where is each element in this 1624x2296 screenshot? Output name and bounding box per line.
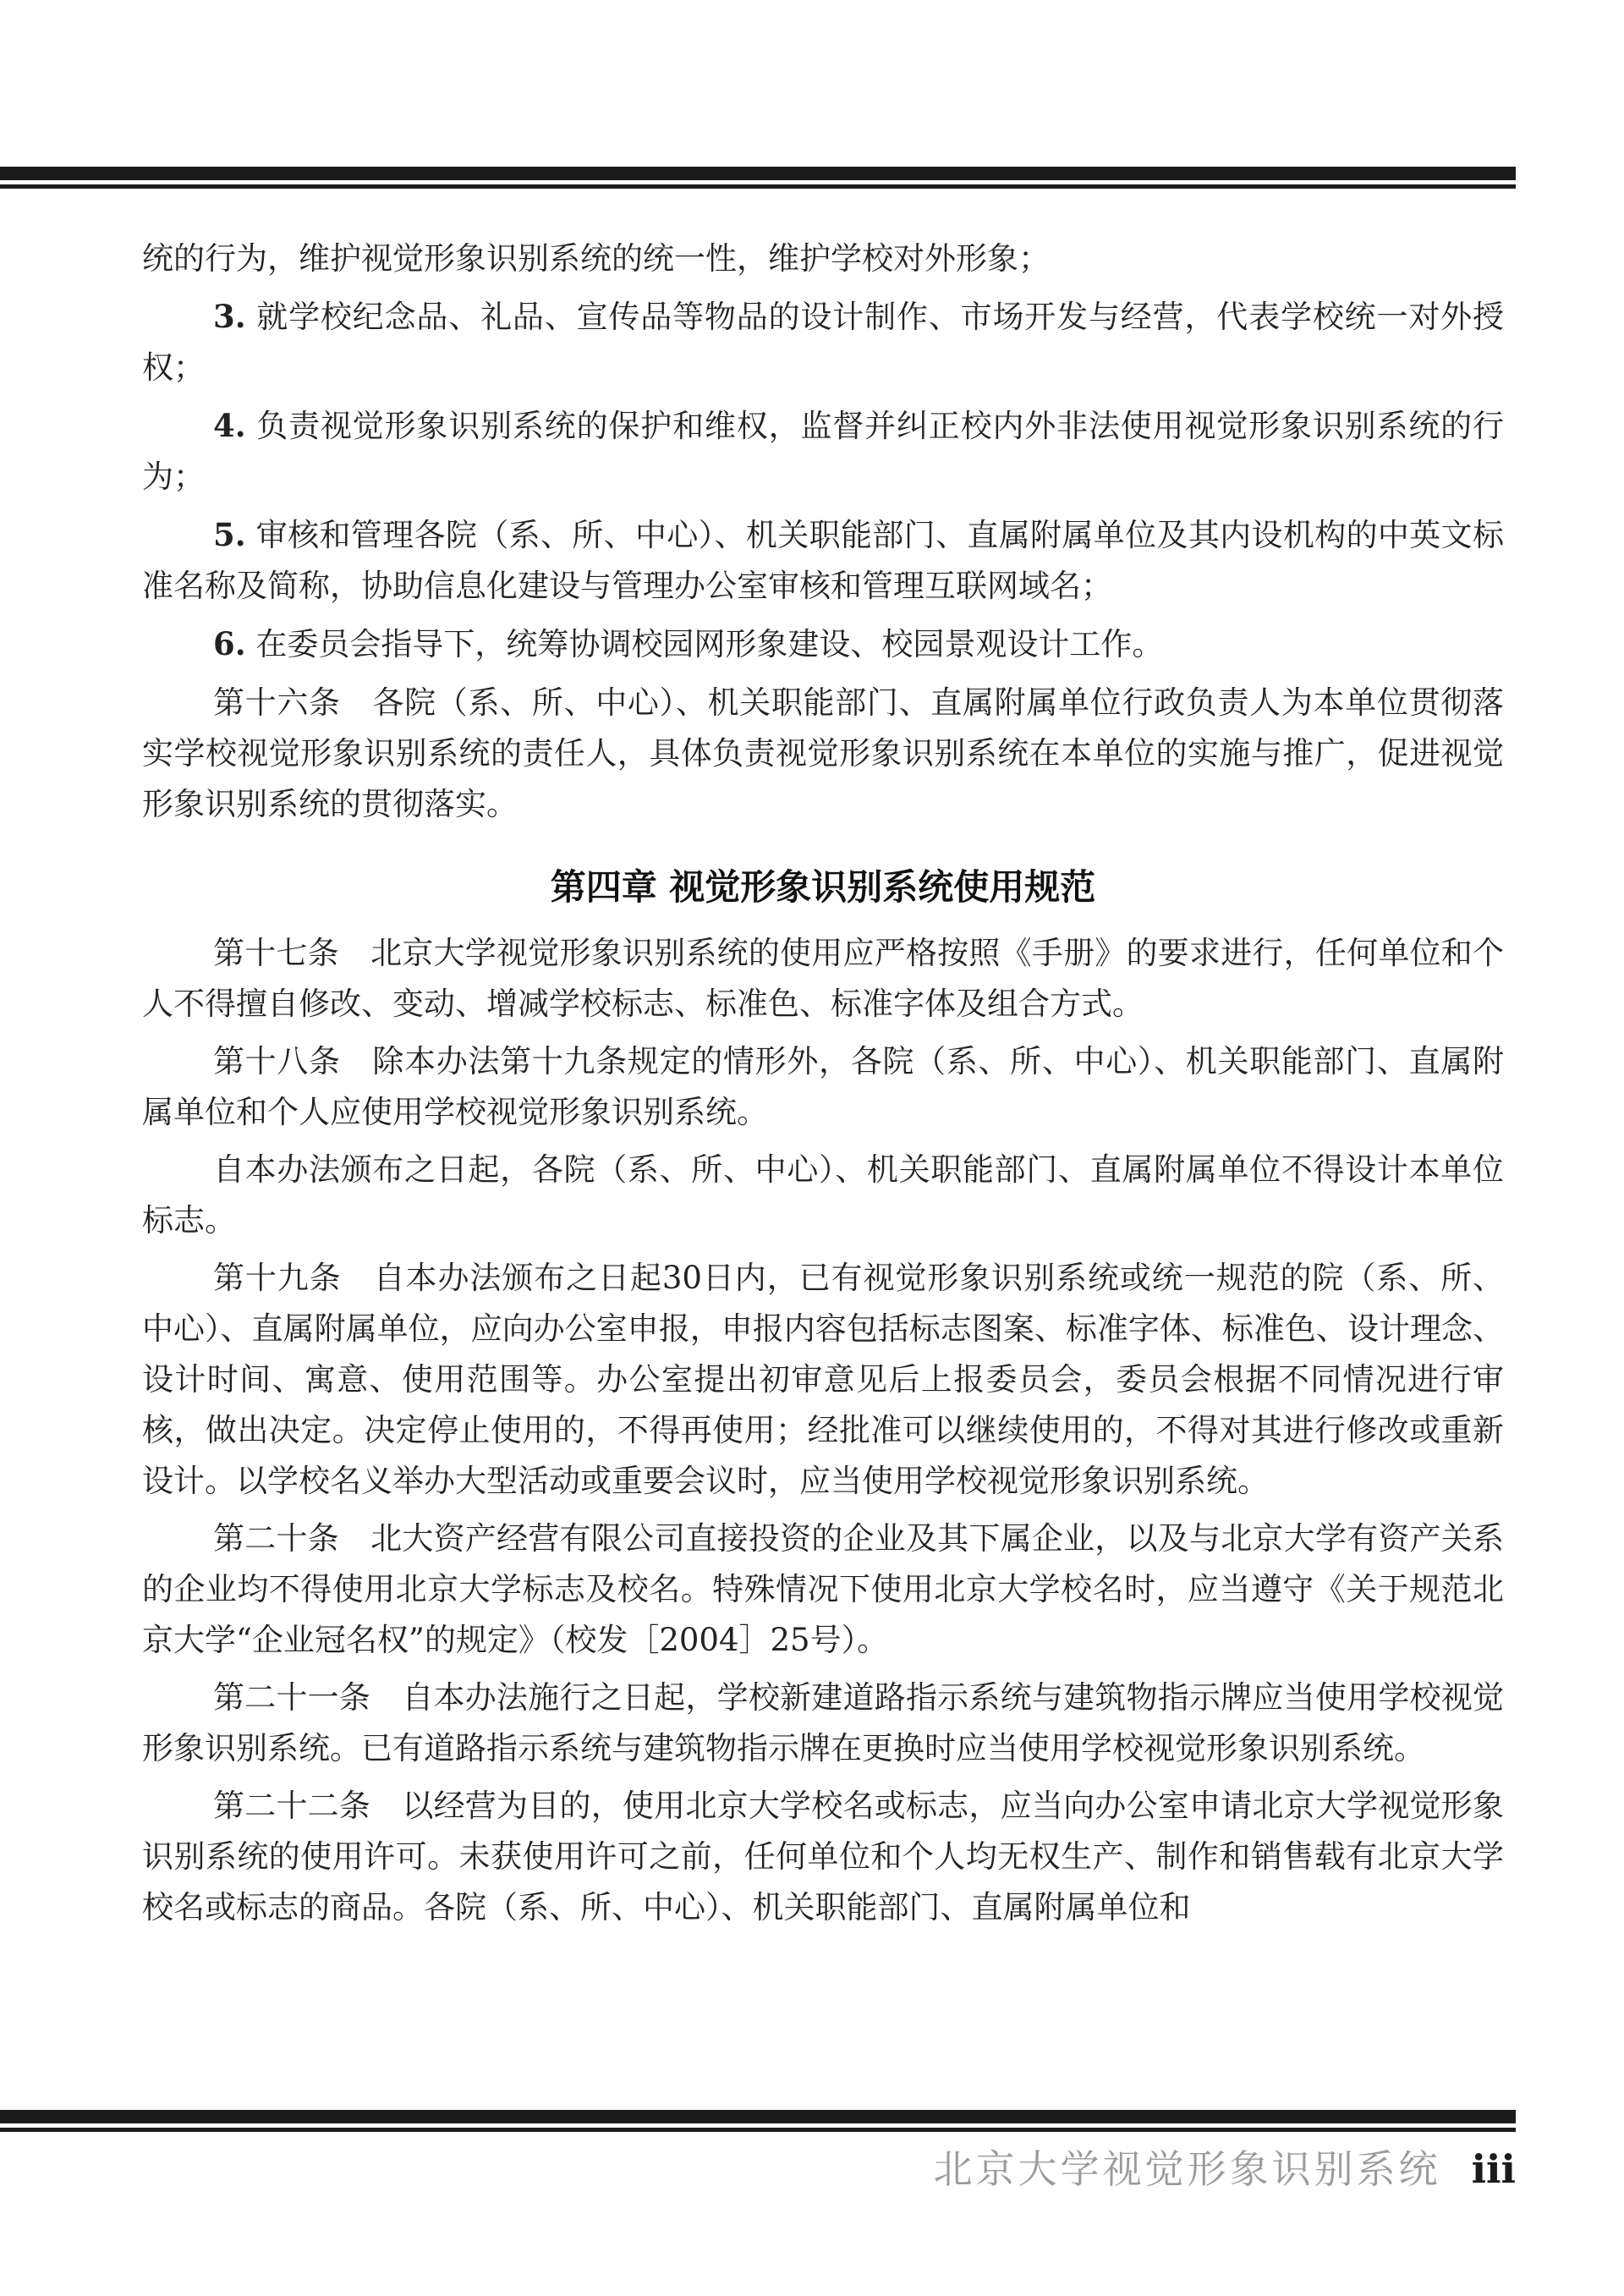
paragraph-text: 在委员会指导下，统筹协调校园网形象建设、校园景观设计工作。: [245, 626, 1164, 662]
article-paragraph: 第十九条 自本办法颁布之日起30日内，已有视觉形象识别系统或统一规范的院（系、所、中心）、直属附属单位，应向办公室申报，申报内容包括标志图案、标准字体、标准色、设计理念、设计时间、寓意、使用范围等。办公室提出初审意见后上报委员会，委员会根据不同情况进行审核，做出决定。决定停止使用的，不得再使用；经批准可以继续使用的，不得对其进行修改或重新设计。以学校名义举办大型活动或重要会议时，应当使用学校视觉形象识别系统。: [142, 1260, 1504, 1499]
article-paragraph: 第十七条 北京大学视觉形象识别系统的使用应严格按照《手册》的要求进行，任何单位和个人不得擅自修改、变动、增减学校标志、标准色、标准字体及组合方式。: [142, 935, 1504, 1022]
item-number: 6.: [213, 625, 246, 662]
paragraph: [142, 618, 1504, 670]
footer-title: 北京大学视觉形象识别系统: [933, 2146, 1441, 2192]
paragraph: [142, 400, 1504, 503]
chapter-title: 第四章 视觉形象识别系统使用规范: [550, 866, 1096, 908]
article-paragraph: 第二十二条 以经营为目的，使用北京大学校名或标志，应当向办公室申请北京大学视觉形象识别系统的使用许可。未获使用许可之前，任何单位和个人均无权生产、制作和销售载有北京大学校名或标志的商品。各院（系、所、中心）、机关职能部门、直属附属单位和: [142, 1788, 1504, 1925]
paragraph-text: 负责视觉形象识别系统的保护和维权，监督并纠正校内外非法使用视觉形象识别系统的行为；: [142, 408, 1504, 495]
paragraph: [142, 291, 1504, 393]
article-paragraph: 第十八条 除本办法第十九条规定的情形外，各院（系、所、中心）、机关职能部门、直属附属单位和个人应使用学校视觉形象识别系统。: [142, 1043, 1504, 1130]
article-paragraph: 自本办法颁布之日起，各院（系、所、中心）、机关职能部门、直属附属单位不得设计本单位标志。: [142, 1151, 1504, 1239]
paragraph-text: 审核和管理各院（系、所、中心）、机关职能部门、直属附属单位及其内设机构的中英文标准名称及简称，协助信息化建设与管理办公室审核和管理互联网域名；: [142, 517, 1504, 604]
paragraph-text: 就学校纪念品、礼品、宣传品等物品的设计制作、市场开发与经营，代表学校统一对外授权；: [142, 299, 1504, 386]
paragraph: [142, 677, 1504, 830]
header-rule: [0, 167, 1516, 189]
article-paragraph: 第二十一条 自本办法施行之日起，学校新建道路指示系统与建筑物指示牌应当使用学校视觉形象识别系统。已有道路指示系统与建筑物指示牌在更换时应当使用学校视觉形象识别系统。: [142, 1679, 1504, 1766]
page-footer: [934, 2139, 1516, 2194]
page-body: [142, 233, 1504, 1940]
item-number: 4.: [213, 407, 246, 444]
page-number: iii: [1471, 2146, 1516, 2192]
paragraph-text: 第十六条 各院（系、所、中心）、机关职能部门、直属附属单位行政负责人为本单位贯彻落实学校视觉形象识别系统的责任人，具体负责视觉形象识别系统在本单位的实施与推广，促进视觉形象识别系统的贯彻落实。: [142, 684, 1504, 822]
item-number: 5.: [213, 516, 246, 553]
article-paragraph: 第二十条 北大资产经营有限公司直接投资的企业及其下属企业，以及与北京大学有资产关系的企业均不得使用北京大学标志及校名。特殊情况下使用北京大学校名时，应当遵守《关于规范北京大学“企业冠名权”的规定》（校发［2004］25号）。: [142, 1520, 1504, 1658]
paragraph: [142, 509, 1504, 612]
paragraph: [142, 233, 1504, 284]
footer-rule: [0, 2110, 1516, 2132]
item-number: 3.: [213, 298, 246, 335]
paragraph-text: 统的行为，维护视觉形象识别系统的统一性，维护学校对外形象；: [142, 240, 1050, 277]
